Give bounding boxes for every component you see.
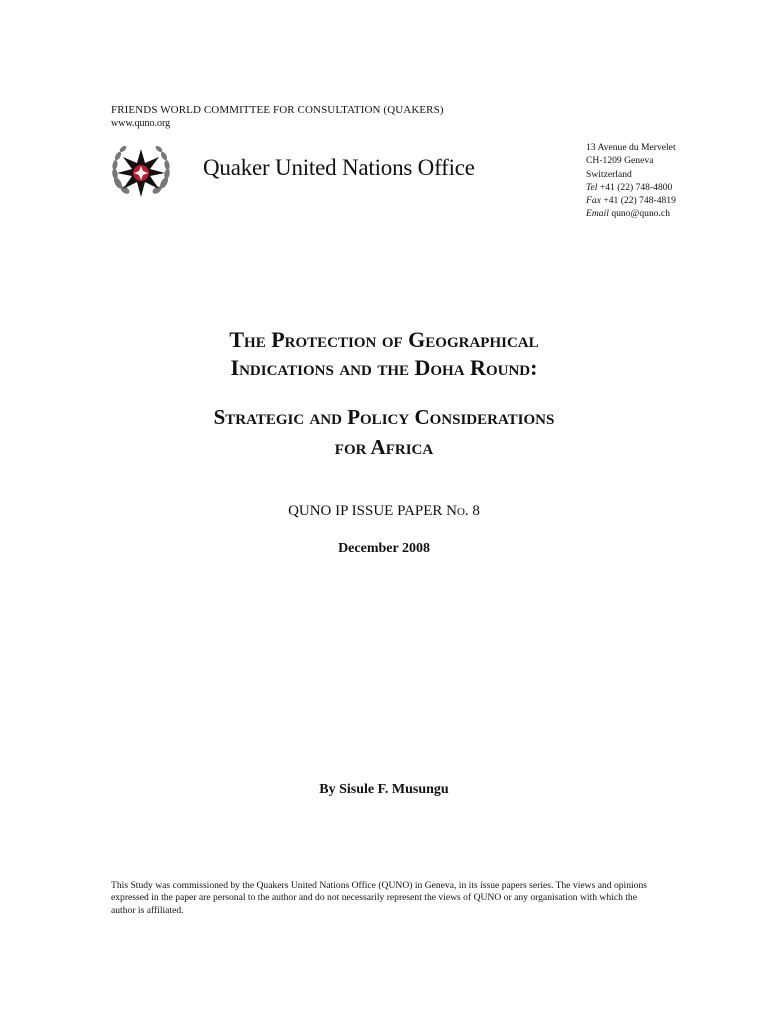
organization-name: FRIENDS WORLD COMMITTEE FOR CONSULTATION (QUAKERS) (111, 104, 444, 116)
document-subtitle (0, 402, 768, 462)
title-line-2: Indications and the Doha Round: (230, 355, 538, 380)
office-name: Quaker United Nations Office (203, 155, 475, 180)
address-line: Switzerland (586, 168, 632, 180)
tel-label: Tel (586, 181, 598, 193)
address-line: 13 Avenue du Mervelet (586, 142, 676, 153)
author-byline: By Sisule F. Musungu (319, 782, 449, 797)
title-line-1: The Protection of Geographical (229, 327, 539, 352)
fax-number: +41 (22) 748-4819 (603, 195, 676, 207)
tel-number: +41 (22) 748-4800 (599, 181, 673, 193)
website-link[interactable]: www.quno.org (111, 118, 171, 129)
quno-logo-icon (109, 143, 173, 201)
email-line (586, 207, 676, 220)
document-title (0, 326, 768, 382)
fax-line (586, 194, 676, 207)
address-line: CH-1209 Geneva (586, 155, 654, 167)
subtitle-line-2: for Africa (334, 435, 434, 459)
contact-address-block (586, 141, 676, 221)
publication-date: December 2008 (338, 541, 430, 556)
telephone-line (586, 181, 676, 194)
email-address[interactable]: quno@quno.ch (611, 208, 670, 220)
fax-label: Fax (586, 195, 601, 207)
paper-number: QUNO IP ISSUE PAPER No. 8 (288, 503, 480, 519)
disclaimer-note: This Study was commissioned by the Quakers United Nations Office (QUNO) in Geneva, in its issue papers series. The views and opinions expressed in the paper are personal to the author and do not necessarily represent the views of QUNO or any organisation with which the author is affiliated. (111, 880, 648, 916)
email-label: Email (586, 208, 609, 220)
subtitle-line-1: Strategic and Policy Considerations (213, 405, 555, 429)
